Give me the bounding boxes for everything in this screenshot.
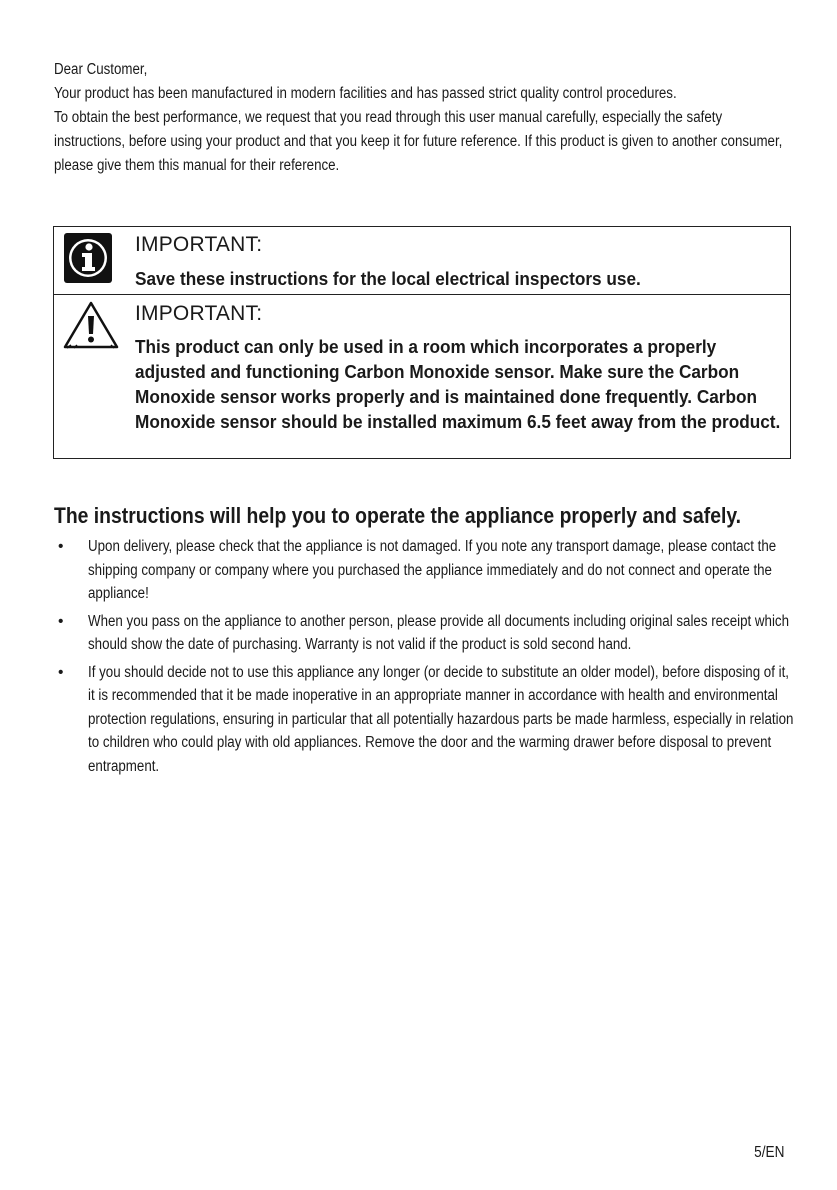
greeting: Dear Customer, <box>54 61 148 78</box>
notice-text: This product can only be used in a room which incorporates a properly adjusted and functioning Carbon Monoxide sensor. Make sure the Carbon Monoxide sensor works properly and is maintained done frequently. Carbon Monoxide sensor should be installed maximum 6.5 feet away from the product. <box>135 336 781 432</box>
intro-paragraph-manual: To obtain the best performance, we request that you read through this user manual carefully, especially the safety instructions, before using your product and that you keep it for future reference. If this product is given to another consumer, please give them this manual for their reference. <box>54 109 783 174</box>
intro-paragraph-quality: Your product has been manufactured in modern facilities and has passed strict quality control procedures. <box>54 85 677 102</box>
list-item <box>54 535 794 606</box>
bullet-icon: • <box>58 612 64 630</box>
list-item-text: Upon delivery, please check that the appliance is not damaged. If you note any transport damage, please contact the shipping company or company where you purchased the appliance immediately and do not connect and operate the appliance! <box>88 538 777 602</box>
important-notice-box <box>53 226 791 459</box>
page-number: 5/EN <box>753 1144 784 1161</box>
list-item-text: When you pass on the appliance to another person, please provide all documents including original sales receipt which should show the date of purchasing. Warranty is not valid if the product is sold second hand. <box>88 612 789 653</box>
notice-title: IMPORTANT: <box>135 302 263 325</box>
bullet-icon: • <box>58 538 64 555</box>
notice-title: IMPORTANT: <box>135 233 263 256</box>
info-icon <box>62 231 114 290</box>
notice-carbon-monoxide <box>54 294 790 458</box>
notice-text: Save these instructions for the local electrical inspectors use. <box>135 268 641 289</box>
instruction-list <box>54 535 794 782</box>
bullet-icon: • <box>58 663 64 681</box>
intro-text <box>54 58 794 178</box>
notice-inspector <box>54 227 790 295</box>
list-item-text: If you should decide not to use this appliance any longer (or decide to substitute an older model), before disposing of it, it is recommended that it be made inoperative in an appropriate manner in accordance with health and environmental protection regulations, ensuring in particular that all potentially hazardous parts be made harmless, especially in relation to children who could play with old appliances. Remove the door and the warming drawer before disposal to prevent entrapment. <box>88 663 794 775</box>
list-item <box>54 610 794 657</box>
section-heading: The instructions will help you to operate the appliance properly and safely. <box>54 503 742 528</box>
list-item <box>54 661 794 779</box>
warning-triangle-icon <box>62 300 120 355</box>
